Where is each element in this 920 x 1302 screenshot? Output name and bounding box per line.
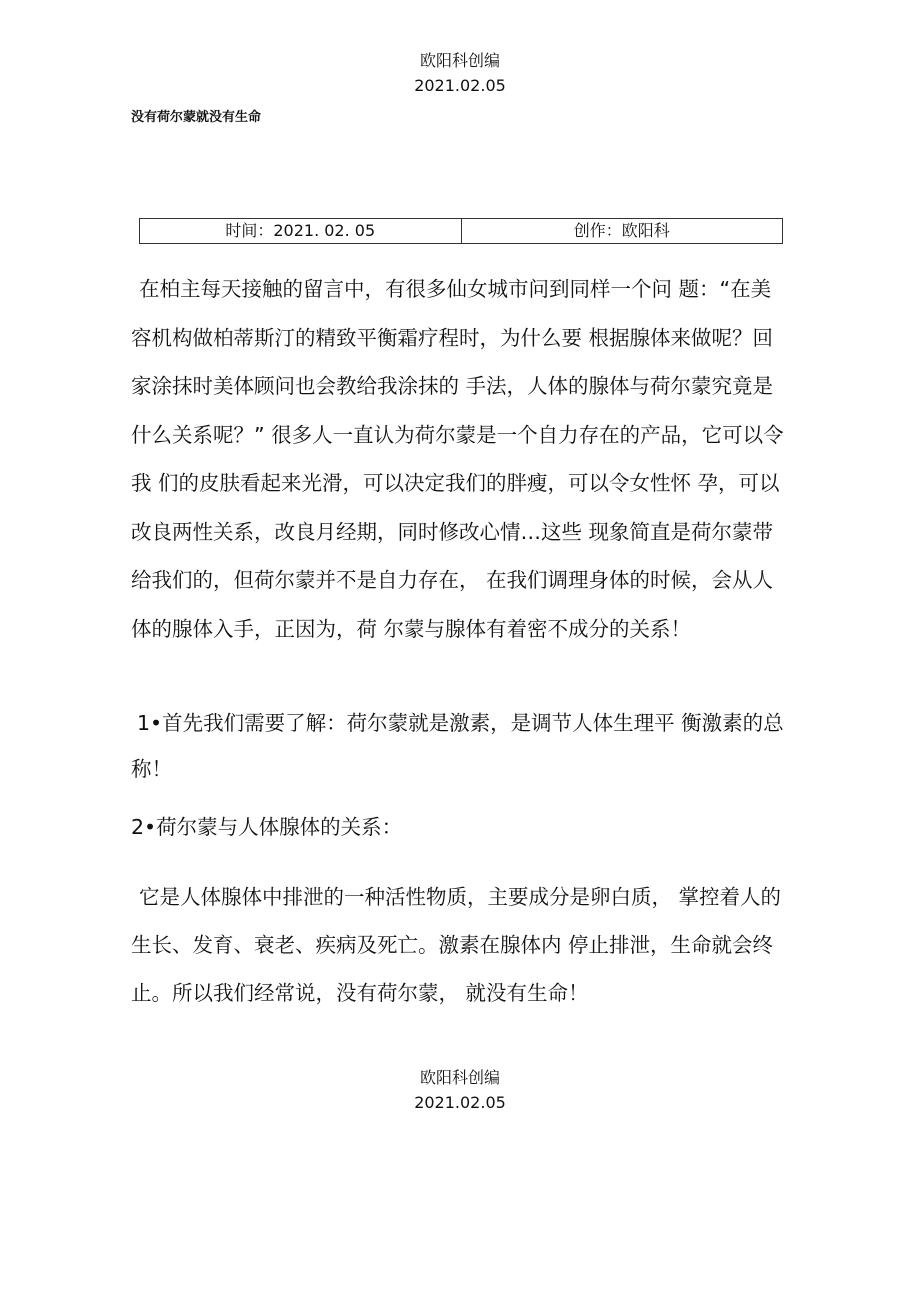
header-author: 欧阳科创编 — [419, 51, 500, 70]
header-date: 2021.02.05 — [414, 76, 506, 95]
meta-table — [139, 218, 783, 244]
document-title: 没有荷尔蒙就没有生命 — [131, 110, 262, 125]
meta-time: 时间：2021. 02. 05 — [225, 221, 376, 240]
body-paragraph: 它是人体腺体中排泄的一种活性物质，主要成分是卵白质， 掌控着人的生长、发育、衰老、疾病及死亡。激素在腺体内 停止排泄，生命就会终止。所以我们经常说，没有荷尔蒙， 就没有生命！ — [131, 885, 782, 1005]
intro-paragraph: 在柏主每天接触的留言中，有很多仙女城市问到同样一个问 题：“在美容机构做柏蒂斯汀的精致平衡霜疗程时，为什么要 根据腺体来做呢？回家涂抹时美体顾问也会教给我涂抹的 手法，人体的腺体与荷尔蒙究竟是什么关系呢？” 很多人一直认为荷尔蒙是一个自力存在的产品，它可以令我 们的皮肤看起来光滑，可以决定我们的胖瘦，可以令女性怀 孕，可以改良两性关系，改良月经期，同时修改心情…这些 现象简直是荷尔蒙带给我们的，但荷尔蒙并不是自力存在， 在我们调理身体的时候，会从人体的腺体入手，正因为，荷 尔蒙与腺体有着密不成分的关系！ — [131, 277, 784, 641]
point-2-heading: 2•荷尔蒙与人体腺体的关系： — [131, 815, 403, 839]
footer-author: 欧阳科创编 — [419, 1068, 500, 1087]
point-1-paragraph: 1•首先我们需要了解：荷尔蒙就是激素，是调节人体生理平 衡激素的总称！ — [131, 711, 784, 781]
meta-author: 创作：欧阳科 — [461, 219, 783, 243]
footer-date: 2021.02.05 — [414, 1093, 506, 1112]
